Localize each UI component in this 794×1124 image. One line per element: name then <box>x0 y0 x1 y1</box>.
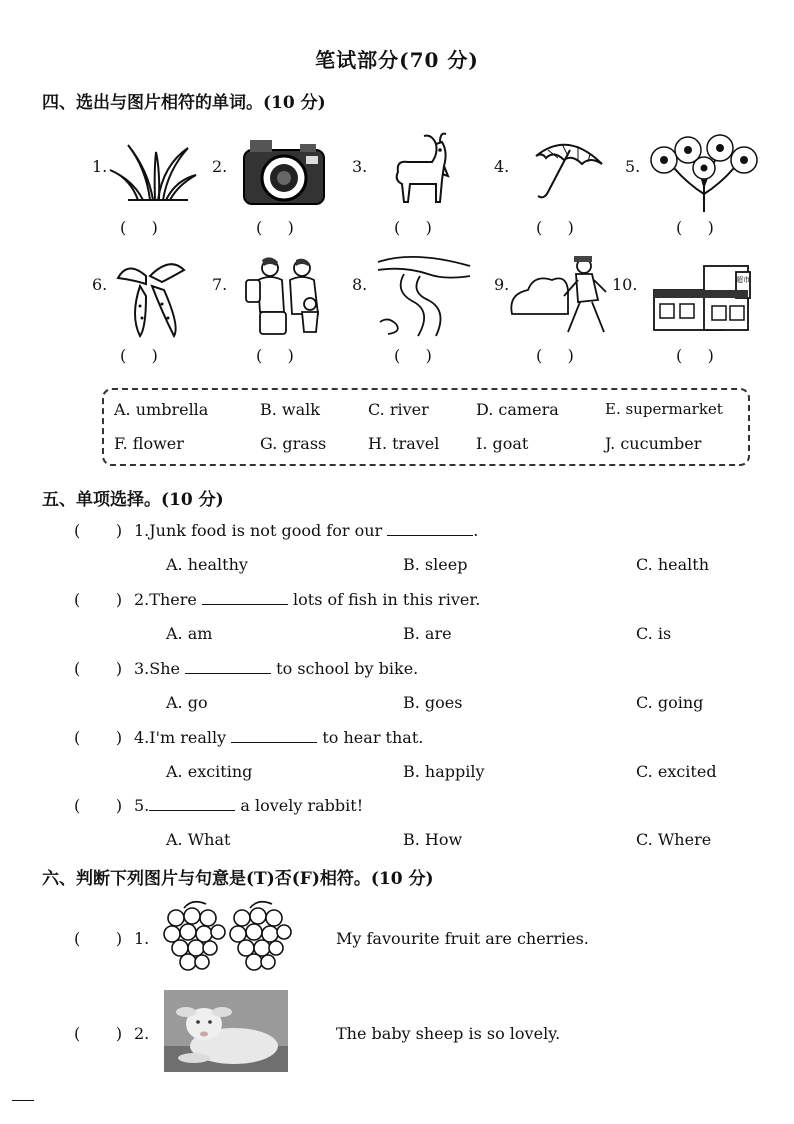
answer-paren[interactable]: ( ) <box>256 346 294 365</box>
choice-b: B. are <box>403 624 452 643</box>
flower-icon <box>648 134 760 214</box>
choice-a: A. exciting <box>166 762 253 781</box>
item-number: 5. <box>625 157 641 176</box>
question-after: . <box>473 521 479 540</box>
supermarket-sign: 超市 <box>736 276 750 284</box>
section5-heading: 五、单项选择。(10 分) <box>42 490 224 510</box>
question-text <box>134 659 418 678</box>
answer-paren[interactable]: ( ) <box>120 218 158 237</box>
answer-blank[interactable] <box>185 659 271 674</box>
question-text <box>134 521 478 540</box>
item-number: 2. <box>212 157 228 176</box>
choice-b: B. happily <box>403 762 485 781</box>
word-option: D. camera <box>476 400 559 419</box>
word-option: E. supermarket <box>605 400 723 418</box>
answer-paren[interactable]: ( ) <box>394 218 432 237</box>
sentence: My favourite fruit are cherries. <box>336 929 589 948</box>
supermarket-icon <box>652 262 762 332</box>
question-number: 5. <box>134 796 150 815</box>
answer-blank[interactable] <box>149 796 235 811</box>
question-after: to hear that. <box>317 728 424 747</box>
item-number: 2. <box>134 1024 150 1043</box>
choice-c: C. Where <box>636 830 712 849</box>
item-number: 10. <box>612 275 638 294</box>
section6-heading: 六、判断下列图片与句意是(T)否(F)相符。(10 分) <box>42 869 434 889</box>
question-number: 3. <box>134 659 150 678</box>
question-number: 4. <box>134 728 150 747</box>
choice-a: A. healthy <box>166 555 248 574</box>
sentence: The baby sheep is so lovely. <box>336 1024 561 1043</box>
answer-blank[interactable] <box>231 728 317 743</box>
question-before: I'm really <box>149 728 232 747</box>
answer-paren[interactable]: ( ) <box>74 1024 123 1043</box>
section4-heading: 四、选出与图片相符的单词。(10 分) <box>42 93 326 113</box>
word-option: I. goat <box>476 434 529 453</box>
choice-c: C. is <box>636 624 672 643</box>
question-after: lots of fish in this river. <box>287 590 481 609</box>
word-option: F. flower <box>114 434 184 453</box>
question-number: 2. <box>134 590 150 609</box>
river-icon <box>374 252 474 338</box>
question-after: to school by bike. <box>271 659 419 678</box>
item-number: 4. <box>494 157 510 176</box>
choice-b: B. goes <box>403 693 463 712</box>
umbrella-icon <box>528 134 610 206</box>
answer-paren[interactable]: ( ) <box>536 346 574 365</box>
word-option: B. walk <box>260 400 320 419</box>
choice-c: C. excited <box>636 762 717 781</box>
question-text <box>134 728 423 747</box>
answer-paren[interactable]: ( ) <box>256 218 294 237</box>
travel-icon <box>240 256 328 338</box>
item-number: 7. <box>212 275 228 294</box>
word-option: A. umbrella <box>114 400 209 419</box>
word-option: G. grass <box>260 434 327 453</box>
word-option: J. cucumber <box>605 434 702 453</box>
answer-paren[interactable]: ( ) <box>74 590 123 609</box>
question-text <box>134 590 480 609</box>
answer-paren[interactable]: ( ) <box>74 728 123 747</box>
answer-paren[interactable]: ( ) <box>74 929 123 948</box>
walk-icon <box>508 254 610 338</box>
answer-blank[interactable] <box>202 590 288 605</box>
answer-blank[interactable] <box>387 521 473 536</box>
page-title: 笔试部分(70 分) <box>315 48 479 72</box>
question-before: There <box>149 590 202 609</box>
question-number: 1. <box>134 521 150 540</box>
choice-a: A. am <box>166 624 213 643</box>
choice-b: B. How <box>403 830 463 849</box>
cucumber-icon <box>110 256 190 340</box>
item-number: 8. <box>352 275 368 294</box>
answer-paren[interactable]: ( ) <box>676 218 714 237</box>
goat-icon <box>386 132 456 214</box>
question-text <box>134 796 363 815</box>
item-number: 9. <box>494 275 510 294</box>
word-option: C. river <box>368 400 429 419</box>
answer-paren[interactable]: ( ) <box>120 346 158 365</box>
choice-c: C. going <box>636 693 704 712</box>
answer-paren[interactable]: ( ) <box>74 521 123 540</box>
answer-paren[interactable]: ( ) <box>394 346 432 365</box>
camera-icon <box>240 136 328 208</box>
question-before: She <box>149 659 186 678</box>
page-mark <box>12 1100 34 1101</box>
grapes-icon <box>162 898 296 974</box>
item-number: 6. <box>92 275 108 294</box>
choice-a: A. go <box>166 693 208 712</box>
answer-paren[interactable]: ( ) <box>74 659 123 678</box>
answer-paren[interactable]: ( ) <box>74 796 123 815</box>
question-after: a lovely rabbit! <box>235 796 364 815</box>
word-option: H. travel <box>368 434 440 453</box>
item-number: 3. <box>352 157 368 176</box>
answer-paren[interactable]: ( ) <box>536 218 574 237</box>
item-number: 1. <box>134 929 150 948</box>
choice-a: A. What <box>166 830 231 849</box>
choice-c: C. health <box>636 555 710 574</box>
choice-b: B. sleep <box>403 555 468 574</box>
lamb-photo <box>164 990 288 1072</box>
grass-icon <box>108 140 198 202</box>
answer-paren[interactable]: ( ) <box>676 346 714 365</box>
question-before: Junk food is not good for our <box>149 521 388 540</box>
item-number: 1. <box>92 157 108 176</box>
